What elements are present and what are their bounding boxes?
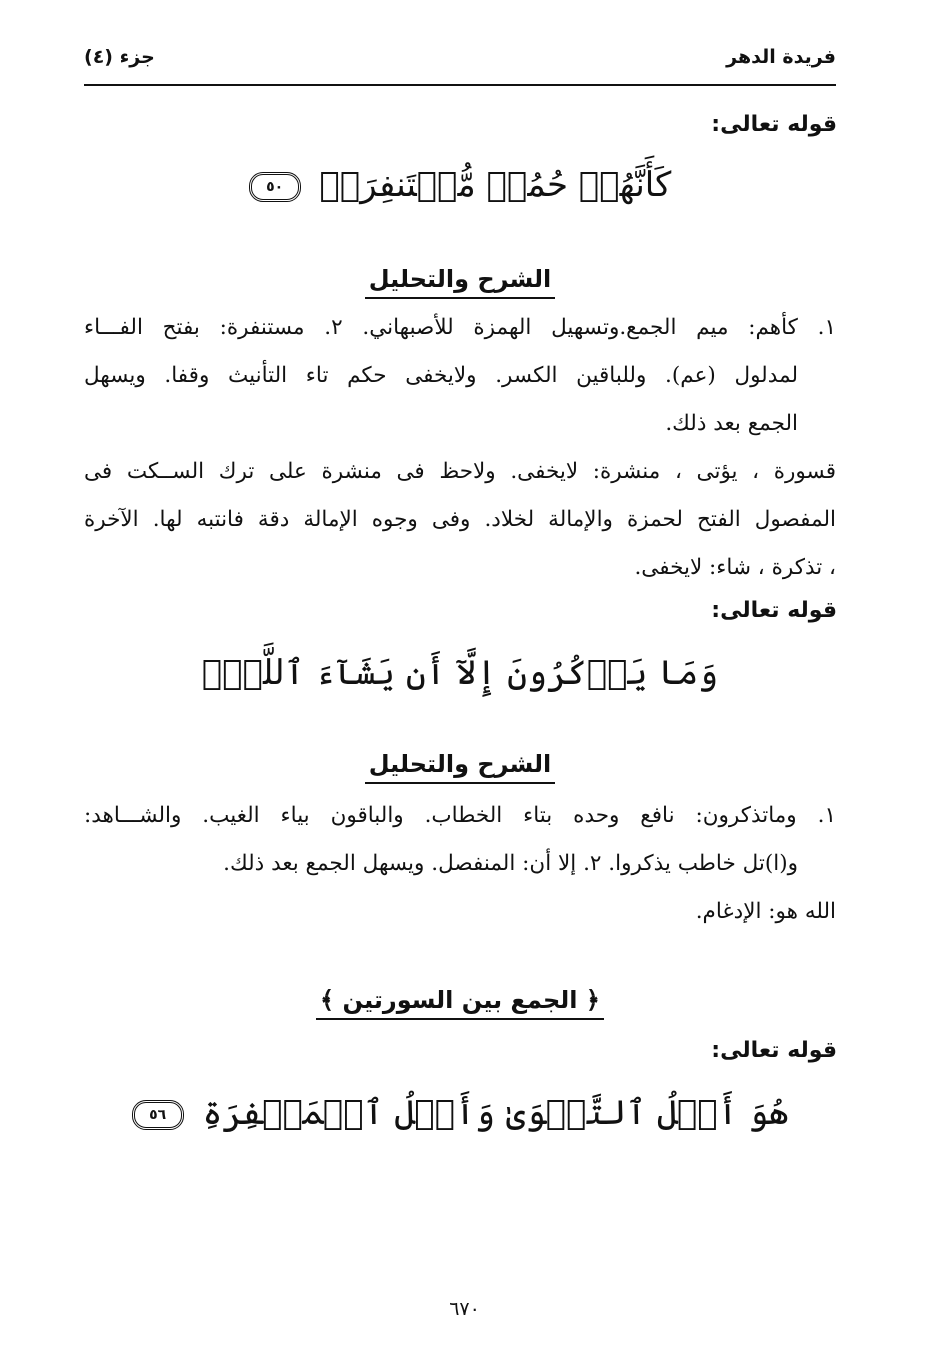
paragraph-line: و(ا)تل خاطب يذكروا. ٢. إلا أن: المنفصل. ويسهل الجمع بعد ذلك. [223,851,798,876]
paragraph-line: ١. وماتذكرون: نافع وحده بتاء الخطاب. والباقون بياء الغيب. والشـــاهد: [84,803,836,828]
ayah-number-badge: ٥٦ [132,1100,184,1130]
page-number: ٦٧٠ [449,1298,480,1320]
section-heading-text: الشرح والتحليل [365,265,556,299]
quran-verse [84,648,836,698]
verse-intro: قوله تعالى: [711,1038,837,1063]
quran-verse [84,1088,836,1138]
section-heading [84,986,836,1020]
section-heading-text: الشرح والتحليل [365,750,556,784]
section-heading [84,750,836,784]
paragraph-line: الله هو: الإدغام. [695,899,836,924]
paragraph-line: المفصول الفتح لحمزة والإمالة لخلاد. وفى وجوه الإمالة دقة فانتبه لها. الآخرة [84,507,836,532]
section-heading [84,265,836,299]
verse-intro: قوله تعالى: [711,598,837,623]
paragraph-line: قسورة ، يؤتى ، منشرة: لايخفى. ولاحظ فى منشرة على ترك الســكت فى [84,459,836,484]
verse-text: هُوَ أَهۡلُ ٱلتَّقۡوَىٰ وَأَهۡلُ ٱلۡمَغۡفِرَةِ [202,1093,789,1133]
commentary-paragraph [84,792,836,936]
commentary-paragraph [84,448,836,592]
paragraph-line: ، تذكرة ، شاء: لايخفى. [634,555,836,580]
paragraph-line: الجمع بعد ذلك. [665,411,798,436]
verse-text: وَمَا يَذۡكُرُونَ إِلَّآ أَن يَشَآءَ ٱللَّهُۚ [201,653,719,693]
ayah-number-badge: ٥٠ [249,172,301,202]
part-number: جزء (٤) [84,46,155,68]
section-heading-text: ﴿ الجمع بين السورتين ﴾ [316,986,604,1020]
quran-verse [84,160,836,210]
book-title: فريدة الدهر [726,46,836,68]
verse-intro: قوله تعالى: [711,112,837,137]
paragraph-line: ١. كأهم: ميم الجمع.وتسهيل الهمزة للأصبهاني. ٢. مستنفرة: بفتح الفـــاء [84,315,836,340]
paragraph-line: لمدلول (عم). وللباقين الكسر. ولايخفى حكم تاء التأنيث وقفا. ويسهل [84,363,798,388]
verse-text: كَأَنَّهُمۡ حُمُرٞ مُّسۡتَنفِرَةٞ [319,165,672,205]
running-header [84,42,836,86]
commentary-paragraph [84,304,836,448]
